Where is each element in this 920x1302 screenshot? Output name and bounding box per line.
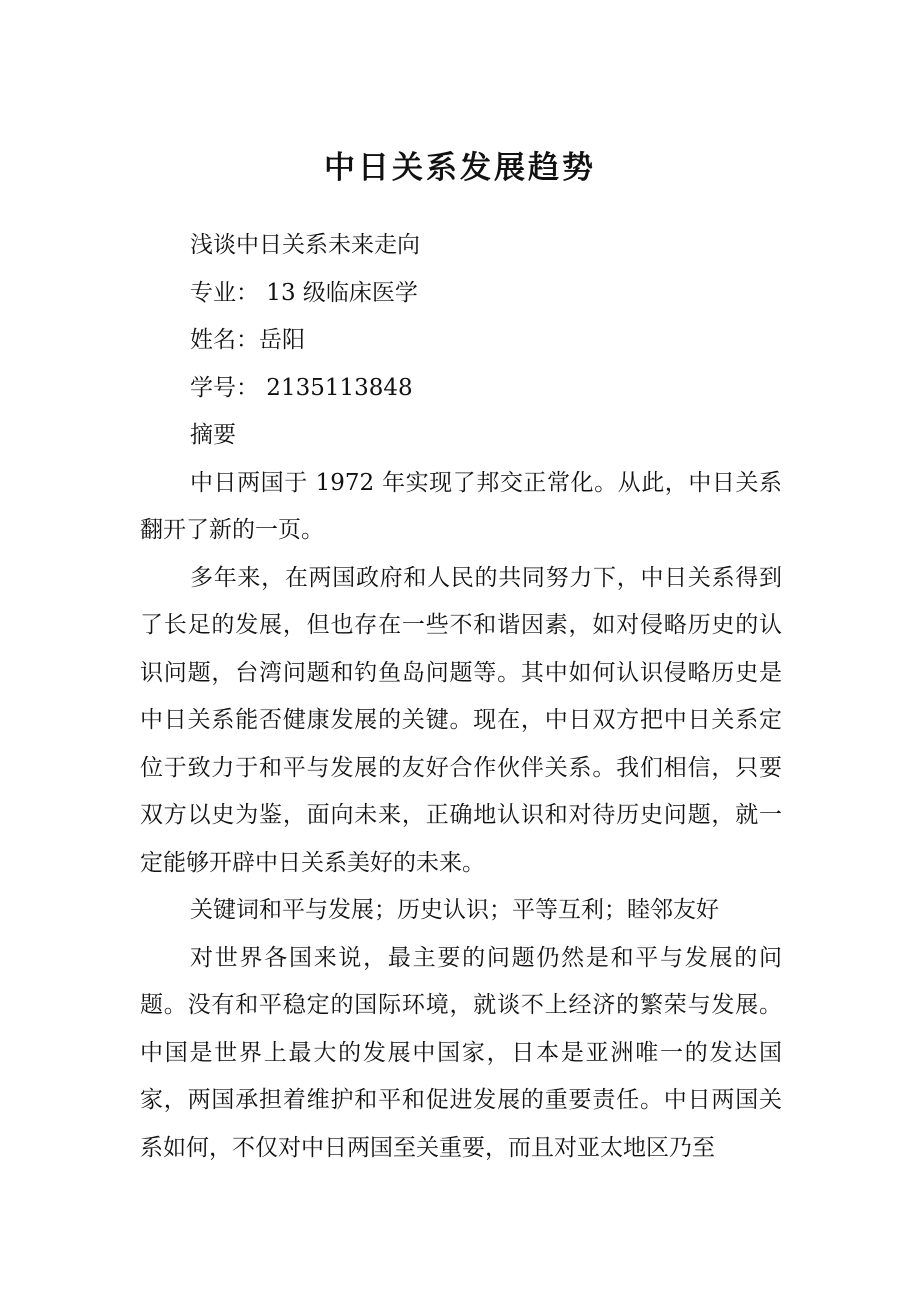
name-line: 姓名：岳阳	[190, 327, 305, 353]
keywords-line: 关键词和平与发展；历史认识；平等互利；睦邻友好	[190, 897, 719, 923]
document-body	[140, 222, 782, 1172]
student-id-line: 学号： 2135113848	[190, 374, 413, 401]
abstract-heading: 摘要	[190, 422, 236, 448]
document-title: 中日关系发展趋势	[324, 150, 596, 186]
paragraph-peace-development: 对世界各国来说，最主要的问题仍然是和平与发展的问题。没有和平稳定的国际环境，就谈不上经济的繁荣与发展。中国是世界上最大的发展中国家，日本是亚洲唯一的发达国家，两国承担着维护和平和促进发展的重要责任。中日两国关系如何，不仅对中日两国至关重要，而且对亚太地区乃至	[140, 944, 782, 1161]
paragraph-history: 多年来，在两国政府和人民的共同努力下，中日关系得到了长足的发展，但也存在一些不和谐因素，如对侵略历史的认识问题，台湾问题和钓鱼岛问题等。其中如何认识侵略历史是中日关系能否健康发展的关键。现在，中日双方把中日关系定位于致力于和平与发展的友好合作伙伴关系。我们相信，只要双方以史为鉴，面向未来，正确地认识和对待历史问题，就一定能够开辟中日关系美好的未来。	[140, 564, 782, 876]
paragraph-normalization: 中日两国于 1972 年实现了邦交正常化。从此，中日关系翻开了新的一页。	[140, 469, 782, 543]
major-line: 专业： 13 级临床医学	[190, 279, 418, 306]
subtitle: 浅谈中日关系未来走向	[190, 232, 420, 258]
